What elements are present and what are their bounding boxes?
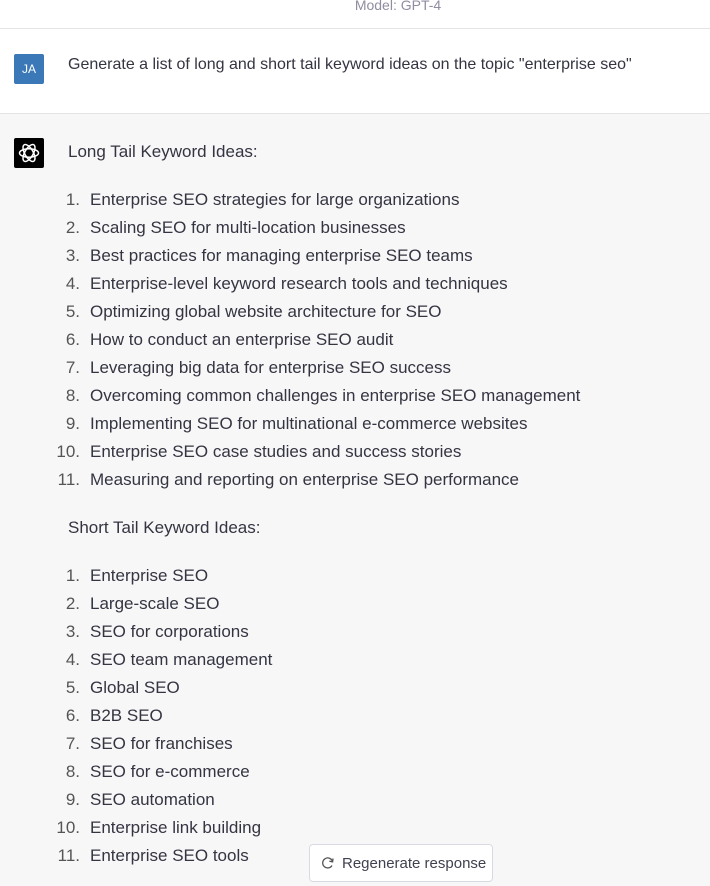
short-tail-heading: Short Tail Keyword Ideas: (68, 518, 261, 537)
model-label: Model: GPT-4 (354, 0, 442, 13)
list-item-number: 6. (65, 706, 80, 725)
list-item-number: 4. (65, 274, 80, 293)
list-item-number: 7. (65, 734, 80, 753)
list-item-text: Large-scale SEO (90, 594, 220, 613)
list-item-number: 8. (65, 386, 80, 405)
list-item-number: 3. (65, 246, 80, 265)
list-item-number: 10. (56, 818, 80, 837)
list-item-number: 6. (65, 330, 80, 349)
list-item-number: 7. (65, 358, 80, 377)
openai-logo-icon (17, 141, 41, 165)
list-item-number: 2. (65, 594, 80, 613)
list-item-text: Optimizing global website architecture for SEO (90, 302, 442, 321)
list-item-text: Leveraging big data for enterprise SEO success (90, 358, 451, 377)
list-item-text: Enterprise SEO case studies and success stories (90, 442, 462, 461)
regenerate-response-label: Regenerate response (342, 855, 487, 872)
list-item-number: 4. (65, 650, 80, 669)
list-item-text: Enterprise SEO (90, 566, 209, 585)
list-item-number: 10. (56, 442, 80, 461)
list-item-text: Measuring and reporting on enterprise SEO performance (90, 470, 520, 489)
list-item-number: 1. (65, 190, 80, 209)
user-avatar: JA (14, 54, 44, 84)
list-item-number: 9. (65, 790, 80, 809)
long-tail-heading: Long Tail Keyword Ideas: (68, 142, 258, 161)
user-message-text: Generate a list of long and short tail keyword ideas on the topic "enterprise seo" (68, 56, 632, 73)
list-item-number: 1. (65, 566, 80, 585)
list-item-text: Enterprise-level keyword research tools and techniques (90, 274, 508, 293)
list-item-text: How to conduct an enterprise SEO audit (90, 330, 394, 349)
list-item-text: B2B SEO (90, 706, 163, 725)
list-item-text: Global SEO (90, 678, 180, 697)
list-item-text: Implementing SEO for multinational e-commerce websites (90, 414, 528, 433)
assistant-avatar (14, 138, 44, 168)
list-item-number: 5. (65, 678, 80, 697)
list-item-text: SEO for corporations (90, 622, 249, 641)
list-item-number: 11. (57, 846, 80, 865)
list-item-text: SEO for franchises (90, 734, 233, 753)
list-item-text: Overcoming common challenges in enterprise SEO management (90, 386, 581, 405)
list-item-text: Enterprise SEO tools (90, 846, 249, 865)
list-item-number: 5. (65, 302, 80, 321)
list-item-text: Best practices for managing enterprise SEO teams (90, 246, 473, 265)
list-item-text: SEO team management (90, 650, 273, 669)
list-item-number: 8. (65, 762, 80, 781)
refresh-icon (321, 856, 335, 870)
list-item-number: 3. (65, 622, 80, 641)
list-item-text: Enterprise link building (90, 818, 262, 837)
list-item-number: 2. (65, 218, 80, 237)
list-item-text: SEO automation (90, 790, 215, 809)
regenerate-response-button[interactable] (309, 844, 493, 882)
top-bar (0, 0, 710, 29)
list-item-text: Enterprise SEO strategies for large organizations (90, 190, 460, 209)
list-item-text: Scaling SEO for multi-location businesses (90, 218, 406, 237)
list-item-number: 11. (57, 470, 80, 489)
list-item-text: SEO for e-commerce (90, 762, 250, 781)
list-item-number: 9. (65, 414, 80, 433)
